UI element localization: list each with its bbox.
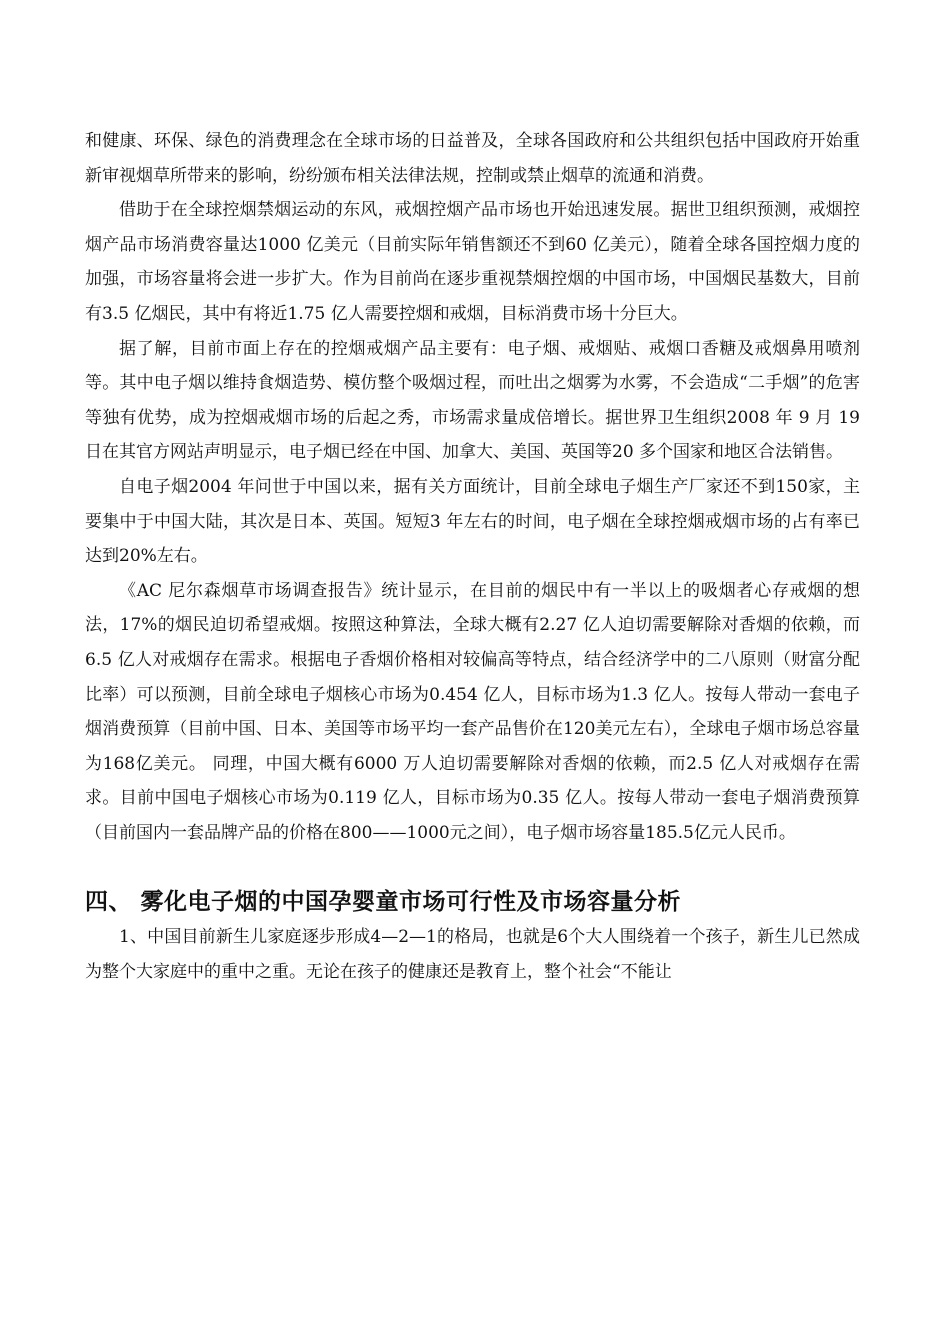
paragraph-section-intro: 1、中国目前新生儿家庭逐步形成4—2—1的格局，也就是6个大人围绕着一个孩子，新生儿已然成为整个大家庭中的重中之重。无论在孩子的健康还是教育上，整个社会“不能让 xyxy=(85,927,860,983)
paragraph-product-types: 据了解，目前市面上存在的控烟戒烟产品主要有：电子烟、戒烟贴、戒烟口香糖及戒烟鼻用喷剂等。其中电子烟以维持食烟造势、模仿整个吸烟过程，而吐出之烟雾为水雾，不会造成“二手烟”的危害等独有优势，成为控烟戒烟市场的后起之秀，市场需求量成倍增长。据世界卫生组织2008 年 9 月 19 日在其官方网站声明显示，电子烟已经在中国、加拿大、美国、英国等20 多个国家和地区合法销售。 xyxy=(85,338,860,463)
document-body xyxy=(85,124,860,990)
paragraph-consumption-trend: 和健康、环保、绿色的消费理念在全球市场的日益普及，全球各国政府和公共组织包括中国政府开始重新审视烟草所带来的影响，纷纷颁布相关法律法规，控制或禁止烟草的流通和消费。 xyxy=(85,131,860,186)
section-heading: 四、 雾化电子烟的中国孕婴童市场可行性及市场容量分析 xyxy=(85,888,682,916)
paragraph-market-capacity: 《AC 尼尔森烟草市场调查报告》统计显示，在目前的烟民中有一半以上的吸烟者心存戒烟的想法，17%的烟民迫切希望戒烟。按照这种算法，全球大概有2.27 亿人迫切需要解除对香烟的依赖，而6.5 亿人对戒烟存在需求。根据电子香烟价格相对较偏高等特点，结合经济学中的二八原则（财富分配比率）可以预测，目前全球电子烟核心市场为0.454 亿人，目标市场为1.3 亿人。按每人带动一套电子烟消费预算（目前中国、日本、美国等市场平均一套产品售价在120美元左右），全球电子烟市场总容量 为168亿美元。 同理，中国大概有6000 万人迫切需要解除对香烟的依赖，而2.5 亿人对戒烟存在需求。目前中国电子烟核心市场为0.119 亿人，目标市场为0.35 亿人。按每人带动一套电子烟消费预算（目前国内一套品牌产品的价格在800——1000元之间），电子烟市场容量185.5亿元人民币。 xyxy=(85,580,860,843)
paragraph-market-development: 借助于在全球控烟禁烟运动的东风，戒烟控烟产品市场也开始迅速发展。据世卫组织预测，戒烟控烟产品市场消费容量达1000 亿美元（目前实际年销售额还不到60 亿美元），随着全球各国控烟力度的加强，市场容量将会进一步扩大。作为目前尚在逐步重视禁烟控烟的中国市场，中国烟民基数大，目前有3.5 亿烟民，其中有将近1.75 亿人需要控烟和戒烟，目标消费市场十分巨大。 xyxy=(85,200,860,324)
paragraph-manufacturers: 自电子烟2004 年问世于中国以来，据有关方面统计，目前全球电子烟生产厂家还不到150家，主要集中于中国大陆，其次是日本、英国。短短3 年左右的时间，电子烟在全球控烟戒烟市场的占有率已达到20%左右。 xyxy=(85,476,860,567)
